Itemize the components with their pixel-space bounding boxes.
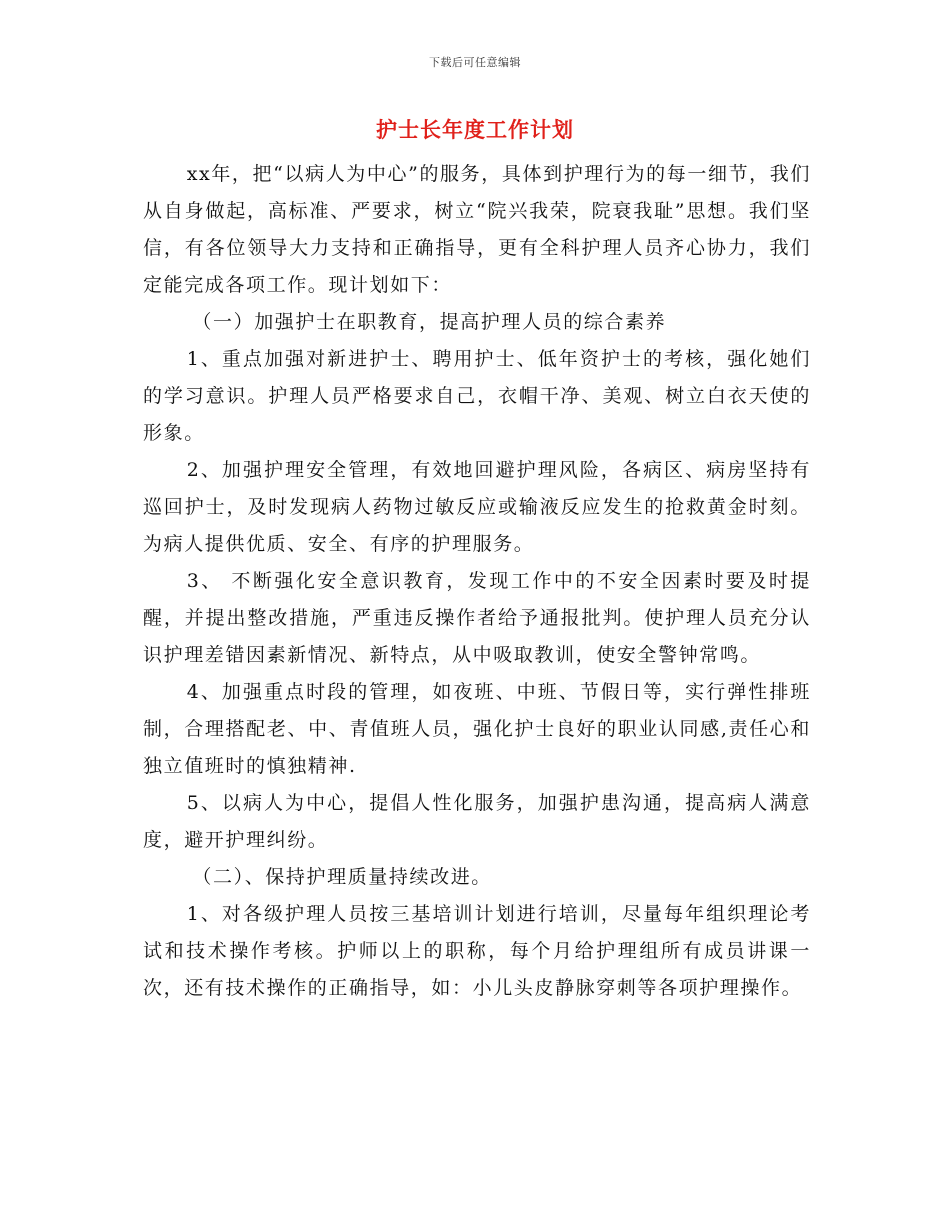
paragraph-item-1: 1、重点加强对新进护士、聘用护士、低年资护士的考核，强化她们的学习意识。护理人员严格要求自己，衣帽干净、美观、树立白衣天使的形象。	[143, 348, 811, 444]
paragraph-item-2: 2、加强护理安全管理，有效地回避护理风险，各病区、病房坚持有巡回护士，及时发现病人药物过敏反应或输液反应发生的抢救黄金时刻。为病人提供优质、安全、有序的护理服务。	[143, 459, 811, 555]
intro-paragraph: xx年，把“以病人为中心”的服务，具体到护理行为的每一细节，我们从自身做起，高标准、严要求，树立“院兴我荣，院衰我耻”思想。我们坚信，有各位领导大力支持和正确指导，更有全科护理人员齐心协力，我们定能完成各项工作。现计划如下：	[143, 163, 811, 296]
paragraph-item-6: 1、对各级护理人员按三基培训计划进行培训，尽量每年组织理论考试和技术操作考核。护师以上的职称，每个月给护理组所有成员讲课一次，还有技术操作的正确指导，如：小儿头皮静脉穿刺等各项护理操作。	[143, 903, 811, 999]
document-title: 护士长年度工作计划	[376, 117, 574, 142]
header-note: 下载后可任意编辑	[429, 56, 521, 69]
section-heading-2: （二）、保持护理质量持续改进。	[192, 866, 492, 888]
section-heading-1: （一）加强护士在职教育，提高护理人员的综合素养	[192, 311, 667, 333]
paragraph-item-4: 4、加强重点时段的管理，如夜班、中班、节假日等，实行弹性排班制，合理搭配老、中、青值班人员，强化护士良好的职业认同感,责任心和独立值班时的慎独精神.	[143, 681, 811, 777]
paragraph-item-3: 3、 不断强化安全意识教育，发现工作中的不安全因素时要及时提醒，并提出整改措施，严重违反操作者给予通报批判。使护理人员充分认识护理差错因素新情况、新特点，从中吸取教训，使安全警钟常鸣。	[143, 570, 811, 666]
paragraph-item-5: 5、以病人为中心，提倡人性化服务，加强护患沟通，提高病人满意度，避开护理纠纷。	[143, 792, 811, 851]
document-body	[143, 156, 811, 1007]
